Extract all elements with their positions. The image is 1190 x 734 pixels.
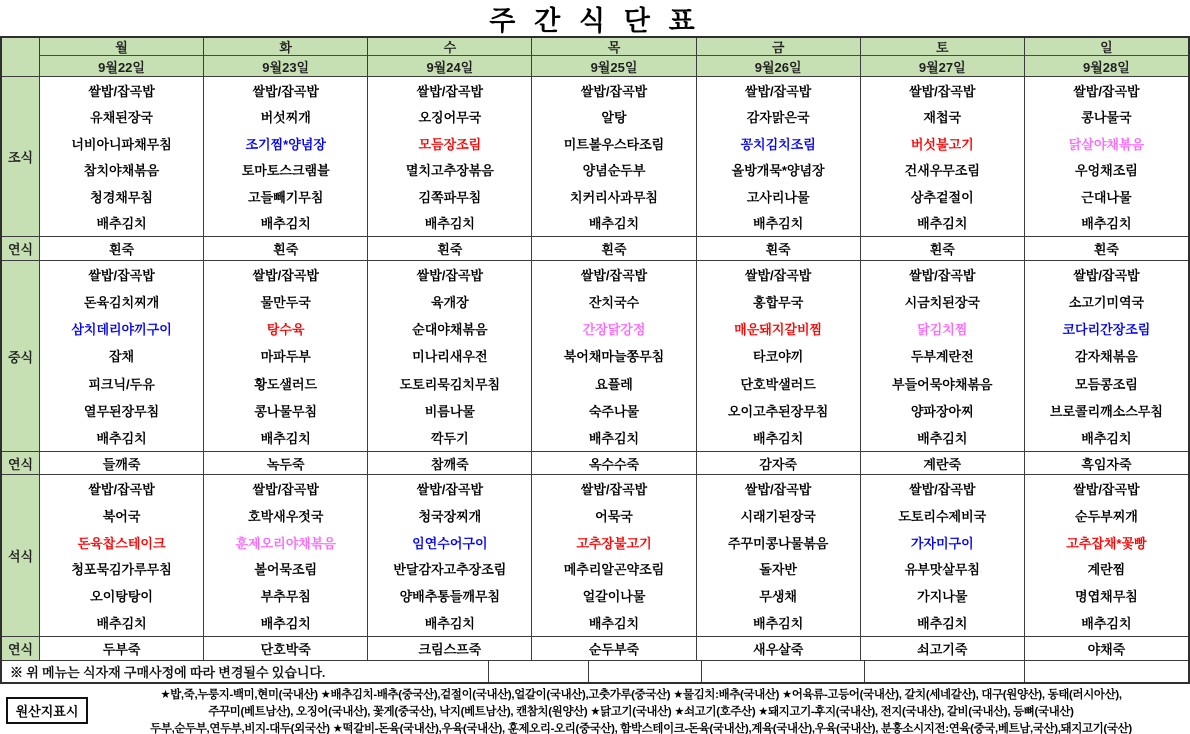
meal-items bbox=[697, 261, 860, 451]
menu-item: 쌀밥/잡곡밥 bbox=[580, 83, 648, 99]
menu-item: 배추김치 bbox=[588, 430, 640, 446]
menu-item: 쌀밥/잡곡밥 bbox=[88, 83, 155, 99]
menu-item: 쌀밥/잡곡밥 bbox=[909, 481, 976, 497]
meal-items bbox=[1025, 475, 1188, 636]
soft-item: 흰죽 bbox=[40, 237, 204, 261]
section-row-dinner bbox=[2, 475, 1188, 637]
menu-item: 두부계란전 bbox=[910, 349, 974, 365]
lunch-day-3 bbox=[532, 261, 696, 452]
origin-lines bbox=[92, 684, 1190, 734]
menu-item: 시래기된장국 bbox=[740, 508, 816, 524]
day-date: 9월27일 bbox=[918, 59, 966, 75]
menu-item: 올방개묵*양념장 bbox=[731, 163, 825, 179]
meal-items bbox=[861, 77, 1024, 236]
day-name: 수 bbox=[368, 38, 531, 56]
meal-items bbox=[368, 261, 531, 451]
origin-line-2: 주꾸미(베트남산), 오징어(국내산), 꽃게(중국산), 낙지(베트남산), 캔참치(원양산) ★닭고기(국내산) ★쇠고기(호주산) ★돼지고기-후지(국내산), 전지(국내산), 갈비(국내산), 등뼈(국내산) bbox=[208, 705, 1074, 718]
page-title: 주 간 식 단 표 bbox=[489, 5, 701, 36]
menu-item: 배추김치 bbox=[96, 616, 147, 632]
section-row-lunch bbox=[2, 261, 1188, 452]
menu-item: 순대야채볶음 bbox=[412, 322, 488, 338]
menu-item: 고추잡채*꽃빵 bbox=[1066, 535, 1147, 551]
menu-item: 배추김치 bbox=[96, 430, 147, 446]
header-row bbox=[2, 38, 1188, 77]
menu-item: 황도샐러드 bbox=[254, 376, 318, 392]
menu-item: 쌀밥/잡곡밥 bbox=[416, 481, 484, 497]
soft-item: 야채죽 bbox=[1025, 637, 1188, 661]
breakfast-day-1 bbox=[204, 77, 368, 237]
day-date: 9월22일 bbox=[98, 59, 145, 75]
menu-item: 쌀밥/잡곡밥 bbox=[1073, 268, 1140, 284]
menu-item: 어묵국 bbox=[595, 508, 633, 524]
row-label-soft: 연식 bbox=[2, 637, 40, 661]
menu-item: 물만두국 bbox=[260, 295, 311, 311]
menu-item: 쌀밥/잡곡밥 bbox=[416, 83, 484, 99]
menu-item: 토마토스크램블 bbox=[241, 163, 330, 179]
menu-item: 청포묵김가루무침 bbox=[71, 562, 172, 578]
menu-item: 너비아니파채무침 bbox=[71, 136, 172, 152]
header-day-2 bbox=[368, 38, 532, 77]
soft-item: 두부죽 bbox=[40, 637, 204, 661]
origin-label-box: 원산지표시 bbox=[6, 697, 88, 724]
row-label-soft: 연식 bbox=[2, 237, 40, 261]
menu-item: 쌀밥/잡곡밥 bbox=[1073, 481, 1140, 497]
menu-item: 버섯찌개 bbox=[260, 110, 311, 126]
day-name: 목 bbox=[532, 38, 695, 56]
menu-item: 쌀밥/잡곡밥 bbox=[580, 268, 648, 284]
menu-item: 임연수어구이 bbox=[412, 535, 488, 551]
menu-item: 청경채무침 bbox=[90, 189, 153, 205]
note-empty-cell bbox=[489, 661, 589, 682]
header-day-0 bbox=[40, 38, 204, 77]
menu-item: 건새우무조림 bbox=[904, 163, 980, 179]
menu-item: 쌀밥/잡곡밥 bbox=[744, 481, 812, 497]
soft-item: 흑임자죽 bbox=[1025, 452, 1188, 475]
lunch-day-4 bbox=[697, 261, 861, 452]
soft-item: 참깨죽 bbox=[368, 452, 532, 475]
menu-item: 반달감자고추장조림 bbox=[393, 562, 507, 578]
menu-item: 잡채 bbox=[109, 349, 135, 365]
menu-item: 돈육김치찌개 bbox=[83, 295, 160, 311]
menu-item: 배추김치 bbox=[424, 216, 475, 232]
note-empty-cell bbox=[702, 661, 865, 682]
menu-item: 육개장 bbox=[431, 295, 469, 311]
row-label-dinner: 석식 bbox=[2, 475, 40, 637]
header-day-4 bbox=[697, 38, 861, 77]
menu-item: 순두부찌개 bbox=[1075, 508, 1138, 524]
soft-item: 옥수수죽 bbox=[532, 452, 696, 475]
day-name: 월 bbox=[40, 38, 203, 56]
menu-item: 피크닉/두유 bbox=[88, 376, 155, 392]
breakfast-day-3 bbox=[532, 77, 696, 237]
menu-table bbox=[0, 36, 1190, 684]
origin-footer bbox=[0, 684, 1190, 734]
meal-items bbox=[532, 261, 695, 451]
menu-item: 메추리알곤약조림 bbox=[563, 562, 665, 578]
menu-item: 쌀밥/잡곡밥 bbox=[252, 83, 319, 99]
soft-item: 흰죽 bbox=[368, 237, 532, 261]
soft-item: 녹두죽 bbox=[204, 452, 368, 475]
breakfast-day-6 bbox=[1025, 77, 1188, 237]
menu-item: 쌀밥/잡곡밥 bbox=[252, 268, 319, 284]
menu-item: 부들어묵야채볶음 bbox=[892, 376, 993, 392]
dinner-day-2 bbox=[368, 475, 532, 637]
menu-item: 도토리묵김치무침 bbox=[399, 376, 501, 392]
menu-item: 시금치된장국 bbox=[904, 295, 980, 311]
meal-items bbox=[697, 77, 860, 236]
menu-item: 요플레 bbox=[595, 376, 633, 392]
menu-item: 근대나물 bbox=[1081, 189, 1132, 205]
menu-item: 배추김치 bbox=[424, 616, 475, 632]
day-name: 토 bbox=[861, 38, 1024, 56]
menu-item: 잔치국수 bbox=[588, 295, 640, 311]
menu-item: 간장닭강정 bbox=[582, 322, 646, 338]
note-empty-cell bbox=[865, 661, 1025, 682]
menu-item: 양파장아찌 bbox=[910, 403, 974, 419]
menu-item: 오이고추된장무침 bbox=[727, 403, 829, 419]
header-corner-cell bbox=[2, 38, 40, 77]
day-date: 9월23일 bbox=[262, 59, 310, 75]
lunch-day-1 bbox=[204, 261, 368, 452]
menu-item: 청국장찌개 bbox=[418, 508, 482, 524]
menu-item: 배추김치 bbox=[917, 216, 968, 232]
soft-row-breakfast bbox=[2, 237, 1188, 261]
menu-item: 버섯불고기 bbox=[910, 136, 974, 152]
row-label-soft: 연식 bbox=[2, 452, 40, 475]
menu-item: 타코야끼 bbox=[753, 349, 804, 365]
menu-item: 쌀밥/잡곡밥 bbox=[1073, 83, 1140, 99]
dinner-day-0 bbox=[40, 475, 204, 637]
menu-item: 재첩국 bbox=[923, 110, 962, 126]
menu-item: 모듬장조림 bbox=[418, 136, 482, 152]
menu-item: 도토리수제비국 bbox=[898, 508, 987, 524]
menu-item: 배추김치 bbox=[753, 430, 804, 446]
meal-items bbox=[861, 261, 1024, 451]
menu-item: 얼갈이나물 bbox=[582, 589, 646, 605]
menu-item: 매운돼지갈비찜 bbox=[734, 322, 823, 338]
menu-item: 배추김치 bbox=[1081, 616, 1132, 632]
note-row bbox=[2, 661, 1188, 682]
header-day-1 bbox=[204, 38, 368, 77]
menu-item: 치커리사과무침 bbox=[570, 189, 658, 205]
soft-item: 계란죽 bbox=[861, 452, 1025, 475]
menu-item: 멸치고추장볶음 bbox=[405, 163, 494, 179]
menu-item: 유채된장국 bbox=[90, 110, 153, 126]
note-empty-cell bbox=[1025, 661, 1188, 682]
menu-item: 감자채볶음 bbox=[1075, 349, 1138, 365]
soft-item: 단호박죽 bbox=[204, 637, 368, 661]
header-day-6 bbox=[1025, 38, 1188, 77]
soft-item: 흰죽 bbox=[861, 237, 1025, 261]
meal-items bbox=[204, 475, 367, 636]
meal-items bbox=[40, 475, 203, 636]
meal-items bbox=[40, 261, 203, 451]
breakfast-day-0 bbox=[40, 77, 204, 237]
menu-item: 쌀밥/잡곡밥 bbox=[580, 481, 648, 497]
day-date: 9월26일 bbox=[754, 59, 802, 75]
menu-item: 코다리간장조림 bbox=[1062, 322, 1151, 338]
soft-item: 들깨죽 bbox=[40, 452, 204, 475]
menu-item: 참치야채볶음 bbox=[83, 163, 160, 179]
menu-item: 배추김치 bbox=[588, 616, 640, 632]
menu-item: 열무된장무침 bbox=[83, 403, 160, 419]
lunch-day-0 bbox=[40, 261, 204, 452]
menu-item: 감자맑은국 bbox=[746, 110, 810, 126]
breakfast-day-2 bbox=[368, 77, 532, 237]
dinner-day-3 bbox=[532, 475, 696, 637]
menu-item: 양배추통들깨무침 bbox=[399, 589, 501, 605]
menu-change-note: ※ 위 메뉴는 식자재 구매사정에 따라 변경될수 있습니다. bbox=[2, 661, 489, 682]
soft-item: 감자죽 bbox=[697, 452, 861, 475]
menu-item: 김쪽파무침 bbox=[418, 189, 482, 205]
lunch-day-2 bbox=[368, 261, 532, 452]
menu-item: 배추김치 bbox=[588, 216, 640, 232]
menu-item: 배추김치 bbox=[917, 430, 968, 446]
menu-item: 고사리나물 bbox=[746, 189, 810, 205]
menu-item: 쌀밥/잡곡밥 bbox=[88, 481, 155, 497]
day-name: 금 bbox=[697, 38, 860, 56]
header-day-3 bbox=[532, 38, 696, 77]
meal-items bbox=[204, 261, 367, 451]
menu-item: 닭김치찜 bbox=[917, 322, 968, 338]
soft-item: 새우살죽 bbox=[697, 637, 861, 661]
menu-item: 쌀밥/잡곡밥 bbox=[909, 268, 976, 284]
menu-item: 삼치데리야끼구이 bbox=[71, 322, 172, 338]
meal-items bbox=[368, 77, 531, 236]
menu-item: 배추김치 bbox=[260, 616, 311, 632]
soft-item: 크림스프죽 bbox=[368, 637, 532, 661]
menu-item: 콩나물국 bbox=[1081, 110, 1132, 126]
origin-line-3: 두부,순두부,연두부,비지-대두(외국산) ★떡갈비-돈육(국내산),우육(국내산), 훈제오리-오리(중국산), 함박스테이크-돈육(국내산),계육(국내산),우육(국내산), 분홍소시지전:연육(중국,베트남,국산),돼지고기(국산) bbox=[150, 722, 1132, 734]
menu-item: 배추김치 bbox=[753, 616, 804, 632]
row-label-breakfast: 조식 bbox=[2, 77, 40, 237]
menu-item: 오징어무국 bbox=[418, 110, 482, 126]
meal-items bbox=[1025, 77, 1188, 236]
meal-items bbox=[40, 77, 203, 236]
menu-item: 알탕 bbox=[601, 110, 627, 126]
dinner-day-1 bbox=[204, 475, 368, 637]
menu-item: 배추김치 bbox=[917, 616, 968, 632]
menu-item: 무생채 bbox=[759, 589, 797, 605]
menu-item: 마파두부 bbox=[260, 349, 311, 365]
menu-item: 배추김치 bbox=[260, 216, 311, 232]
menu-item: 부추무침 bbox=[260, 589, 311, 605]
meal-items bbox=[861, 475, 1024, 636]
soft-item: 순두부죽 bbox=[532, 637, 696, 661]
meal-items bbox=[532, 77, 695, 236]
soft-row-lunch bbox=[2, 452, 1188, 475]
menu-item: 미나리새우전 bbox=[412, 349, 488, 365]
row-label-lunch: 중식 bbox=[2, 261, 40, 452]
menu-item: 유부맛살무침 bbox=[904, 562, 980, 578]
menu-item: 쌀밥/잡곡밥 bbox=[909, 83, 976, 99]
menu-item: 북어채마늘쫑무침 bbox=[563, 349, 665, 365]
soft-item: 쇠고기죽 bbox=[861, 637, 1025, 661]
soft-item: 흰죽 bbox=[697, 237, 861, 261]
menu-item: 상추겉절이 bbox=[910, 189, 974, 205]
menu-item: 배추김치 bbox=[1081, 430, 1132, 446]
menu-item: 비름나물 bbox=[424, 403, 475, 419]
breakfast-day-4 bbox=[697, 77, 861, 237]
day-date: 9월24일 bbox=[426, 59, 474, 75]
menu-item: 가자미구이 bbox=[910, 535, 974, 551]
menu-item: 고들빼기무침 bbox=[248, 189, 324, 205]
menu-item: 명엽채무침 bbox=[1075, 589, 1138, 605]
meal-items bbox=[368, 475, 531, 636]
menu-item: 단호박샐러드 bbox=[740, 376, 816, 392]
menu-item: 훈제오리야채볶음 bbox=[235, 535, 336, 551]
menu-item: 콩나물무침 bbox=[254, 403, 318, 419]
menu-item: 소고기미역국 bbox=[1068, 295, 1145, 311]
menu-item: 가지나물 bbox=[917, 589, 968, 605]
menu-item: 양념순두부 bbox=[582, 163, 646, 179]
menu-item: 브로콜리깨소스무침 bbox=[1049, 403, 1163, 419]
menu-item: 호박새우젓국 bbox=[248, 508, 324, 524]
menu-item: 북어국 bbox=[102, 508, 141, 524]
menu-item: 볼어묵조림 bbox=[254, 562, 318, 578]
menu-item: 쌀밥/잡곡밥 bbox=[88, 268, 155, 284]
menu-item: 주꾸미콩나물볶음 bbox=[727, 535, 829, 551]
menu-item: 닭살야채볶음 bbox=[1068, 136, 1145, 152]
lunch-day-6 bbox=[1025, 261, 1188, 452]
menu-item: 배추김치 bbox=[260, 430, 311, 446]
meal-items bbox=[1025, 261, 1188, 451]
day-name: 화 bbox=[204, 38, 367, 56]
day-name: 일 bbox=[1025, 38, 1188, 56]
soft-item: 흰죽 bbox=[204, 237, 368, 261]
lunch-day-5 bbox=[861, 261, 1025, 452]
dinner-day-4 bbox=[697, 475, 861, 637]
menu-item: 계란찜 bbox=[1087, 562, 1126, 578]
menu-item: 숙주나물 bbox=[588, 403, 640, 419]
menu-item: 오이탕탕이 bbox=[90, 589, 153, 605]
soft-item: 흰죽 bbox=[532, 237, 696, 261]
menu-item: 탕수육 bbox=[266, 322, 305, 338]
section-row-breakfast bbox=[2, 77, 1188, 237]
menu-item: 조기찜*양념장 bbox=[245, 136, 326, 152]
menu-item: 고추장불고기 bbox=[576, 535, 652, 551]
menu-item: 쌀밥/잡곡밥 bbox=[744, 268, 812, 284]
soft-row-dinner bbox=[2, 637, 1188, 661]
menu-item: 쌀밥/잡곡밥 bbox=[252, 481, 319, 497]
soft-item: 흰죽 bbox=[1025, 237, 1188, 261]
day-date: 9월25일 bbox=[590, 59, 638, 75]
menu-item: 쌀밥/잡곡밥 bbox=[744, 83, 812, 99]
menu-item: 배추김치 bbox=[1081, 216, 1132, 232]
menu-item: 꽁치김치조림 bbox=[740, 136, 816, 152]
menu-item: 배추김치 bbox=[96, 216, 147, 232]
day-date: 9월28일 bbox=[1083, 59, 1130, 75]
meal-items bbox=[204, 77, 367, 236]
meal-items bbox=[697, 475, 860, 636]
origin-line-1: ★밥,죽,누룽지-백미,현미(국내산) ★배추김치-배추(중국산),겉절이(국내산),얼갈이(국내산),고춧가루(중국산) ★물김치:배추(국내산) ★어육류-고등어(국내산), 갈치(세네갈산), 대구(원양산), 동태(러시아산), bbox=[160, 688, 1122, 701]
menu-item: 모듬콩조림 bbox=[1075, 376, 1138, 392]
note-empty-cell bbox=[589, 661, 702, 682]
breakfast-day-5 bbox=[861, 77, 1025, 237]
menu-item: 쌀밥/잡곡밥 bbox=[416, 268, 484, 284]
dinner-day-6 bbox=[1025, 475, 1188, 637]
menu-item: 돈육찹스테이크 bbox=[77, 535, 166, 551]
header-day-5 bbox=[861, 38, 1025, 77]
menu-item: 홍합무국 bbox=[753, 295, 804, 311]
menu-item: 우엉채조림 bbox=[1075, 163, 1138, 179]
meal-items bbox=[532, 475, 695, 636]
menu-item: 깍두기 bbox=[431, 430, 469, 446]
menu-item: 미트볼우스타조림 bbox=[563, 136, 665, 152]
menu-item: 돌자반 bbox=[759, 562, 797, 578]
dinner-day-5 bbox=[861, 475, 1025, 637]
menu-item: 배추김치 bbox=[753, 216, 804, 232]
